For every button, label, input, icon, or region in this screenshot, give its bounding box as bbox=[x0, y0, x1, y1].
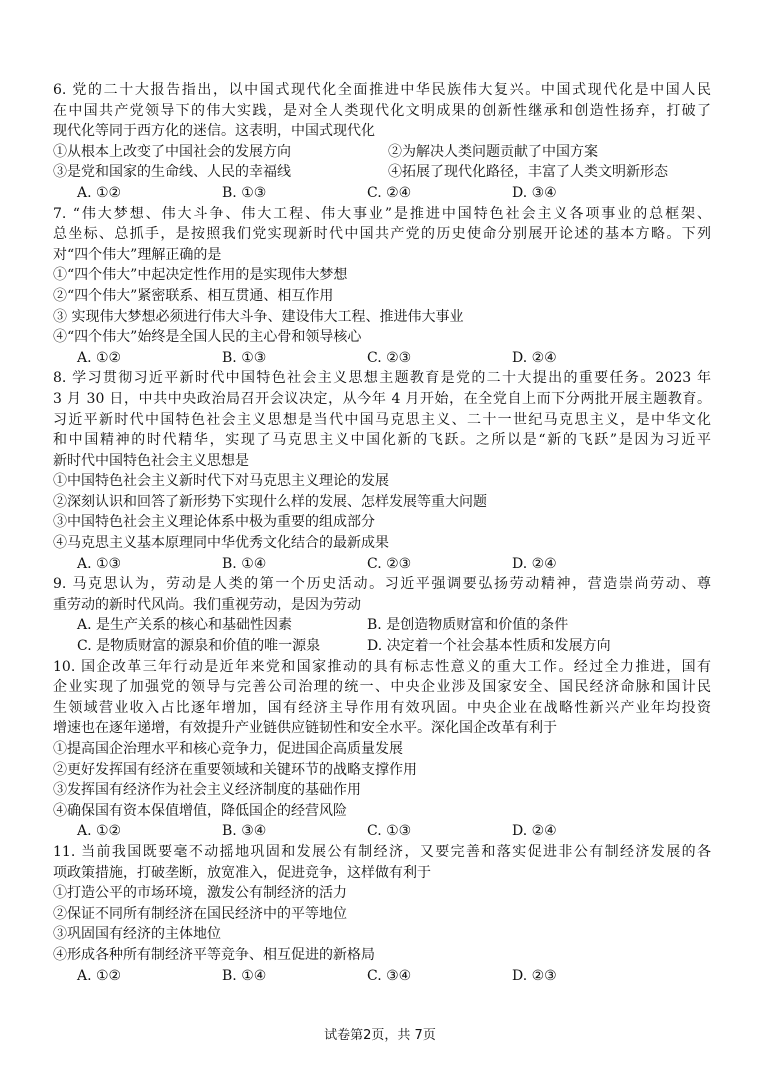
question-stem-line: 8. 学习贯彻习近平新时代中国特色社会主义思想主题教育是党的二十大提出的重要任务。2023 年 bbox=[53, 370, 711, 387]
answer-option: A. ①② bbox=[77, 967, 122, 984]
answer-option: C. ②③ bbox=[367, 555, 412, 572]
statement: ②为解决人类问题贡献了中国方案 bbox=[388, 143, 598, 160]
question-stem-line: 和中国精神的时代精华，实现了马克思主义中国化新的飞跃。之所以是“新的飞跃”是因为习近平 bbox=[53, 432, 711, 449]
question-stem-line: 增速也在逐年递增，有效提升产业链供应链韧性和安全水平。深化国企改革有利于 bbox=[53, 720, 557, 737]
question-stem-line: 习近平新时代中国特色社会主义思想是当代中国马克思主义、二十一世纪马克思主义，是中华文化 bbox=[53, 411, 711, 428]
option-row bbox=[53, 348, 711, 369]
answer-option: D. ②④ bbox=[512, 349, 557, 366]
page-footer: 试卷第2页，共 7页 bbox=[324, 1028, 436, 1043]
question-stem-line: 7. “伟大梦想、伟大斗争、伟大工程、伟大事业”是推进中国特色社会主义各项事业的总框架、 bbox=[53, 205, 711, 222]
answer-option: A. ①② bbox=[77, 184, 122, 201]
question-stem-line: 新时代中国特色社会主义思想是 bbox=[53, 452, 249, 469]
statement: ②保证不同所有制经济在国民经济中的平等地位 bbox=[53, 905, 347, 922]
answer-option: C. ①③ bbox=[367, 823, 412, 840]
option-row bbox=[53, 615, 711, 636]
question-stem-line: 3 月 30 日，中共中央政治局召开会议决定，从今年 4 月开始，在全党自上而下分两批开展主题教育。 bbox=[53, 390, 711, 407]
statement: ④确保国有资本保值增值，降低国企的经营风险 bbox=[53, 802, 347, 819]
statement: ②“四个伟大”紧密联系、相互贯通、相互作用 bbox=[53, 287, 334, 304]
statement: ②深刻认识和回答了新形势下实现什么样的发展、怎样发展等重大问题 bbox=[53, 493, 487, 510]
question-stem-line: 企业实现了加强党的领导与完善公司治理的统一、中央企业涉及国家安全、国民经济命脉和国计民 bbox=[53, 679, 711, 696]
answer-option: B. ③④ bbox=[222, 823, 267, 840]
answer-option: D. ②③ bbox=[512, 967, 557, 984]
question-stem-line: 生领域营业收入占比逐年增加，国有经济主导作用有效巩固。中央企业在战略性新兴产业年均投资 bbox=[53, 699, 711, 716]
statement: ④形成各种所有制经济平等竞争、相互促进的新格局 bbox=[53, 946, 375, 963]
answer-option: B. ①④ bbox=[222, 555, 267, 572]
question-stem-line: 6. 党的二十大报告指出，以中国式现代化全面推进中华民族伟大复兴。中国式现代化是中国人民 bbox=[53, 82, 711, 98]
question-stem-line: 在中国共产党领导下的伟大实践，是对全人类现代化文明成果的创新性继承和创造性扬弃，打破了 bbox=[53, 102, 711, 119]
answer-option: B. ①④ bbox=[222, 967, 267, 984]
answer-option: D. ②④ bbox=[512, 555, 557, 572]
statement: ①“四个伟大”中起决定性作用的是实现伟大梦想 bbox=[53, 267, 348, 284]
answer-option: C. 是物质财富的源泉和价值的唯一源泉 bbox=[77, 638, 321, 655]
answer-option: A. ①② bbox=[77, 823, 122, 840]
question-stem-line: 9. 马克思认为，劳动是人类的第一个历史活动。习近平强调要弘扬劳动精神，营造崇尚劳动、尊 bbox=[53, 576, 711, 593]
statement: ①打造公平的市场环境，激发公有制经济的活力 bbox=[53, 885, 347, 902]
statement: ④“四个伟大”始终是全国人民的主心骨和领导核心 bbox=[53, 329, 362, 346]
question-stem-line: 10. 国企改革三年行动是近年来党和国家推动的具有标志性意义的重大工作。经过全力推进，国有 bbox=[53, 658, 711, 675]
option-row bbox=[53, 966, 711, 987]
answer-option: A. ①③ bbox=[77, 555, 122, 572]
question-stem-line: 重劳动的新时代风尚。我们重视劳动，是因为劳动 bbox=[53, 596, 361, 613]
option-row bbox=[53, 821, 711, 842]
answer-option: D. 决定着一个社会基本性质和发展方向 bbox=[367, 638, 611, 655]
option-row bbox=[53, 183, 711, 204]
question-block bbox=[53, 842, 711, 986]
question-stem-line: 总坐标、总抓手，是按照我们党实现新时代中国共产党的历史使命分别展开论述的基本方略。下列 bbox=[53, 226, 711, 243]
question-block bbox=[53, 574, 711, 656]
question-block bbox=[53, 657, 711, 842]
statement: ③ 实现伟大梦想必须进行伟大斗争、建设伟大工程、推进伟大事业 bbox=[53, 308, 464, 325]
statement: ②更好发挥国有经济在重要领域和关键环节的战略支撑作用 bbox=[53, 761, 417, 778]
statement-row bbox=[53, 162, 711, 183]
statement: ④马克思主义基本原理同中华优秀文化结合的最新成果 bbox=[53, 535, 389, 552]
answer-option: D. ③④ bbox=[512, 184, 557, 201]
answer-option: A. ①② bbox=[77, 349, 122, 366]
statement: ④拓展了现代化路径，丰富了人类文明新形态 bbox=[388, 164, 668, 181]
question-stem-line: 项政策措施，打破垄断，放宽准入，促进竞争，这样做有利于 bbox=[53, 864, 431, 881]
statement-row bbox=[53, 142, 711, 163]
answer-option: C. ②④ bbox=[367, 184, 412, 201]
option-row bbox=[53, 554, 711, 575]
statement: ①从根本上改变了中国社会的发展方向 bbox=[53, 143, 291, 160]
answer-option: C. ③④ bbox=[367, 967, 412, 984]
answer-option: B. ①③ bbox=[222, 184, 267, 201]
option-row bbox=[53, 636, 711, 657]
question-block bbox=[53, 204, 711, 369]
answer-option: A. 是生产关系的核心和基础性因素 bbox=[77, 617, 293, 634]
question-stem-line: 现代化等同于西方化的迷信。这表明，中国式现代化 bbox=[53, 123, 375, 140]
statement: ①中国特色社会主义新时代下对马克思主义理论的发展 bbox=[53, 473, 389, 490]
answer-option: B. ①③ bbox=[222, 349, 267, 366]
statement: ③是党和国家的生命线、人民的幸福线 bbox=[53, 164, 291, 181]
exam-page bbox=[53, 80, 711, 986]
answer-option: B. 是创造物质财富和价值的条件 bbox=[367, 617, 569, 634]
question-stem-line: 11. 当前我国既要毫不动摇地巩固和发展公有制经济，又要完善和落实促进非公有制经济发展的各 bbox=[53, 843, 711, 860]
answer-option: D. ②④ bbox=[512, 823, 557, 840]
statement: ③中国特色社会主义理论体系中极为重要的组成部分 bbox=[53, 514, 375, 531]
statement: ③巩固国有经济的主体地位 bbox=[53, 926, 221, 943]
statement: ③发挥国有经济作为社会主义经济制度的基础作用 bbox=[53, 782, 361, 799]
statement: ①提高国企治理水平和核心竞争力，促进国企高质量发展 bbox=[53, 741, 403, 757]
question-block bbox=[53, 368, 711, 574]
answer-option: C. ②③ bbox=[367, 349, 412, 366]
question-block bbox=[53, 80, 711, 204]
question-stem-line: 对“四个伟大”理解正确的是 bbox=[53, 246, 222, 263]
